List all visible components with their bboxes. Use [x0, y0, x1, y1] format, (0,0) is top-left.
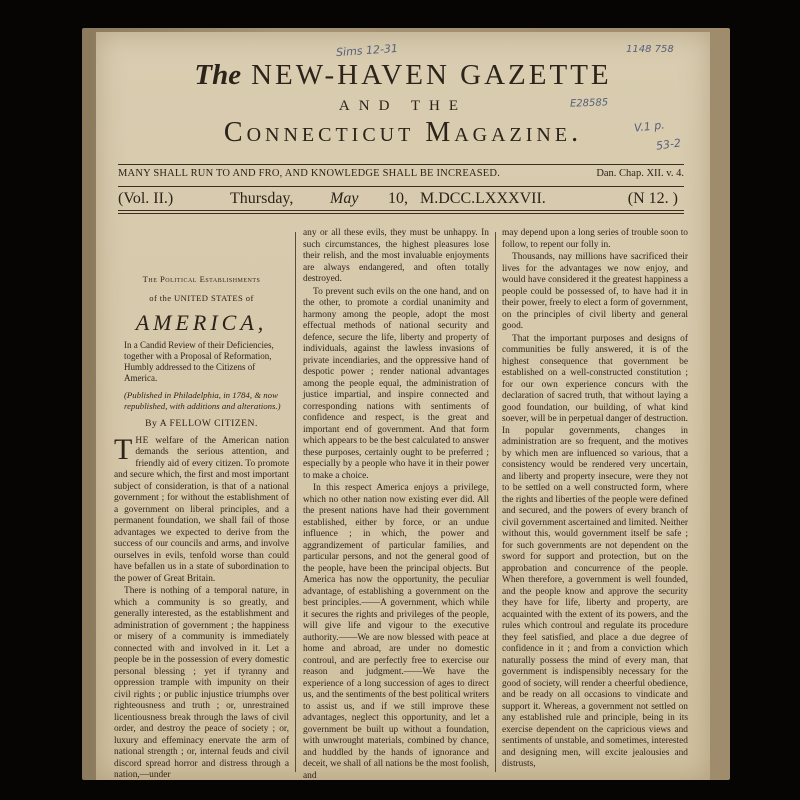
divider [118, 164, 684, 165]
divider [118, 210, 684, 211]
month: May [330, 190, 359, 207]
issue-number: (N 12. ) [627, 190, 678, 207]
paragraph: That the important purposes and designs of communities be fully answered, it is of the highest consequence that government be established on a well-constructed constitution ; for our own experience concurs with the declaration of sacred truth, that without laying a good foundation, our building, of what kind soever, will be in perpetual danger of destruction. In popular governments, changes in administration are so frequent, and the motives by which men are influenced so various, that a consistency would be rendered very uncertain, and liberty and property insecure, were they not to be settled on a well constructed form, where the rights and liberties of the people were defined and secured, and the powers of every branch of civil government ascertained and limited. Neither without this, would government itself be safe ; for such governments are not dependent on the sword for support and protection, but on the approbation and concurrence of the people. When therefore, a government is well founded, and the people know and approve the security they have for life, liberty and property, are acquainted with the extent of its powers, and the rules which controul and regulate its procedure they feel satisfied, and place a due degree of confidence in it ; and from a conviction which naturally possess the mind of every man, that government is indispensibly necessary for the good of society, will render a cheerful obedience, and be ready on all occasions to vindicate and support it. Whereas, a government not settled on any established rule and principle, being in its exercise dependent on the capricious views and sentiments of unstable, and sometimes, interested and designing men, will excite jealousies and distrusts, [502, 333, 688, 769]
paragraph-lead: HE [135, 435, 149, 446]
magazine-title: Connecticut Magazine. [223, 117, 583, 148]
title-main: NEW-HAVEN GAZETTE [251, 59, 612, 91]
pencil-mark: V.1 p. [633, 118, 666, 135]
pencil-mark: E28585 [569, 97, 609, 110]
motto [118, 168, 684, 179]
newspaper-title [96, 58, 710, 92]
column-3 [502, 228, 688, 772]
pencil-mark: 1148 758 [626, 44, 674, 55]
paragraph: In this respect America enjoys a privilege, which no other nation now existing ever did. All the present nations have had their government established, either by force, or an undue influence ; in which, the power and aggrandizement of particular families, and particular persons, and not the general good of the people, have been the principal objects. But America has now the opportunity, the peculiar advantage, of establishing a government on the best principles.——A government, which while it secures the rights and privileges of the people, will give life and vigour to the executive authority.——We are now blessed with peace at home and abroad, are under no domestic controul, and are perfectly free to exercise our reason and judgment.——We have the experience of a long succession of ages to direct us, and the sentiments of the best political writers to assist us, and if we still improve these advantages, neglect this opportunity, and let a government be built up without a foundation, with unwrought materials, combined by chance, and huddled by the hands of ignorance and deceit, we shall of all nations be the most foolish, and [303, 483, 489, 780]
title-the: The [194, 59, 242, 91]
masthead [96, 58, 710, 153]
article-caption-line: of the UNITED STATES of [149, 292, 254, 303]
year: M.DCC.LXXXVII. [420, 190, 546, 207]
paragraph: any or all these evils, they must be unhappy. In such circumstances, the highest pleasures lose their relish, and the most invaluable enjoyments are always endangered, and often totally destroyed. [303, 228, 489, 284]
weekday: Thursday, [230, 190, 294, 207]
column-2 [303, 228, 489, 780]
motto-text: MANY SHALL RUN TO AND FRO, AND KNOWLEDGE SHALL BE INCREASED. [118, 168, 501, 179]
title-and-the: AND THE [338, 98, 468, 114]
drop-cap: T [114, 432, 133, 466]
divider [118, 186, 684, 187]
motto-reference: Dan. Chap. XII. v. 4. [596, 168, 684, 179]
pencil-mark: 53-2 [655, 136, 682, 153]
column-rule [295, 232, 296, 772]
paragraph: To prevent such evils on the one hand, and on the other, to promote a cordial unanimity and harmony among the people, adopt the most effectual methods of national security and defence, secure the life, liberty and property of individuals, against the lawless invasions of private incendiaries, and the oppressive hand of despotic power ; render national advantages among the people equal, the administration of justice impartial, and inspire connected and corresponding nations with sentiments of confidence and respect, is the great and important end of government. And that form which appears to be the best calculated to answer these purposes, certainly ought to be preferred ; especially by a people who have it in their power to make a choice. [303, 286, 489, 481]
divider [118, 213, 684, 214]
pencil-mark: Sims 12-31 [335, 41, 399, 60]
paragraph: Thousands, nay millions have sacrificed their lives for the advantages we now enjoy, and would have considered it the greatest happiness a people could be possessed of, to have had it in their power, freely to elect a form of government, on the principles of civil liberty and general good. [502, 252, 688, 331]
publication-note: (Published in Philadelphia, in 1784, & now republished, with additions and alterations.) [124, 390, 281, 411]
column-rule [495, 232, 496, 772]
paragraph: may depend upon a long series of trouble soon to follow, to repent our folly in. [502, 228, 688, 250]
volume-number: (Vol. II.) [118, 190, 174, 207]
article-caption: The Political Establishments [142, 274, 261, 284]
column-1 [114, 228, 289, 780]
paragraph-text: welfare of the American nation demands the serious attention, and friendly aid of every citizen. To promote and secure which, the first and most important subject of consideration, is that of a national government ; for without the establishment of a government on liberal principles, and a permanent foundation, we shall fail of those advantages we expected to derive from the success of our councils and arms, and involve ourselves in evils, tenfold worse than could have befallen us in a state of subordination to the power of Great Britain. [114, 435, 289, 584]
article-title: AMERICA, [135, 310, 268, 335]
paragraph [114, 432, 289, 586]
byline: By A FELLOW CITIZEN. [145, 418, 258, 429]
newspaper-page [96, 32, 710, 780]
paragraph: There is nothing of a temporal nature, in which a community is so greatly, and generally interested, as the establishment and administration of government ; the happiness or misery of a community is immediately connected with and involved in it. Let a people be in the possession of every domestic personal blessing ; yet if tyranny and oppression trample with impunity on their civil rights ; or public injustice triumphs over righteousness and truth ; or, unrestrained licentiousness break through the laws of civil order, and destroy the peace of society ; or, luxury and effeminacy enervate the arm of national strength ; or, internal feuds and civil discord spread horror and distress through a nation,—under [114, 586, 289, 780]
article-subtitle: In a Candid Review of their Deficiencies, together with a Proposal of Reformation, Humbly addressed to the Citizens of America. [124, 340, 274, 383]
day-of-month: 10, [388, 190, 408, 207]
